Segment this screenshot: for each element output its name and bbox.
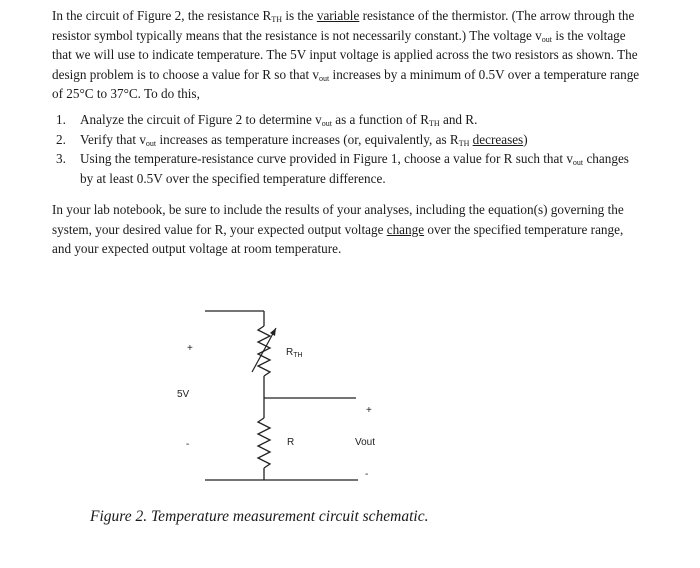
item-text: Analyze the circuit of Figure 2 to determine v: [80, 112, 322, 127]
minus-left: -: [186, 439, 190, 450]
list-number: 1.: [56, 112, 66, 127]
rth-subscript: TH: [458, 138, 470, 148]
list-number: 2.: [56, 131, 66, 147]
vout-label: Vout: [355, 437, 376, 448]
minus-right: -: [365, 469, 369, 480]
item-text: Verify that v: [80, 131, 146, 147]
item-text: Using the temperature-resistance curve provided in Figure 1, choose a value for R such that v: [80, 151, 573, 166]
item-text: ): [523, 131, 528, 147]
plus-left: +: [187, 343, 193, 354]
vout-subscript: out: [321, 119, 332, 128]
vout-subscript: out: [319, 73, 330, 83]
plus-right: +: [366, 405, 372, 416]
notes-text-2: over the specified temperature range, and your expected output voltage at room temperature.: [52, 221, 624, 256]
figure-caption: Figure 2. Temperature measurement circuit schematic.: [90, 508, 429, 525]
rth-subscript: TH: [271, 15, 283, 24]
variable-underlined: variable: [316, 8, 360, 23]
intro-text-5: increases by a minimum of 0.5V over a temperature range of 25°C to 37°C. To do this,: [52, 66, 640, 101]
vout-subscript: out: [145, 138, 157, 148]
vout-subscript: out: [541, 34, 553, 44]
intro-text-4: is the voltage that we will use to indicate temperature. The 5V input voltage is applied across the two resistors as shown. The design problem is to choose a value for R so that v: [52, 27, 638, 82]
notes-text-1: In your lab notebook, be sure to include the results of your analyses, including the equation(s) governing the system, your desired value for R, your expected output voltage: [52, 202, 624, 237]
intro-text-3: resistance of the thermistor. (The arrow through the resistor symbol typically means that the resistance is not necessarily constant.) The voltage v: [52, 8, 635, 43]
rth-label-sub: TH: [293, 352, 303, 359]
vout-subscript: out: [572, 158, 584, 167]
item-text: and R.: [439, 112, 478, 127]
source-label: 5V: [177, 389, 190, 400]
item-text: changes by at least 0.5V over the specified temperature difference.: [80, 151, 629, 186]
decreases-underlined: decreases: [472, 131, 524, 147]
rth-subscript: TH: [429, 119, 440, 128]
variable-arrow: [252, 328, 276, 372]
intro-text-1: In the circuit of Figure 2, the resistance R: [52, 8, 272, 23]
arrow-head: [270, 328, 276, 336]
fixed-resistor: [258, 418, 270, 468]
intro-text-2: is the: [282, 8, 317, 23]
item-text: as a function of R: [331, 112, 429, 127]
r-label: R: [287, 437, 295, 448]
list-number: 3.: [56, 151, 66, 166]
rth-label-main: R: [286, 347, 294, 358]
item-text: increases as temperature increases (or, equivalently, as R: [156, 131, 459, 147]
change-underlined: change: [386, 221, 425, 237]
rth-label: [286, 347, 303, 359]
